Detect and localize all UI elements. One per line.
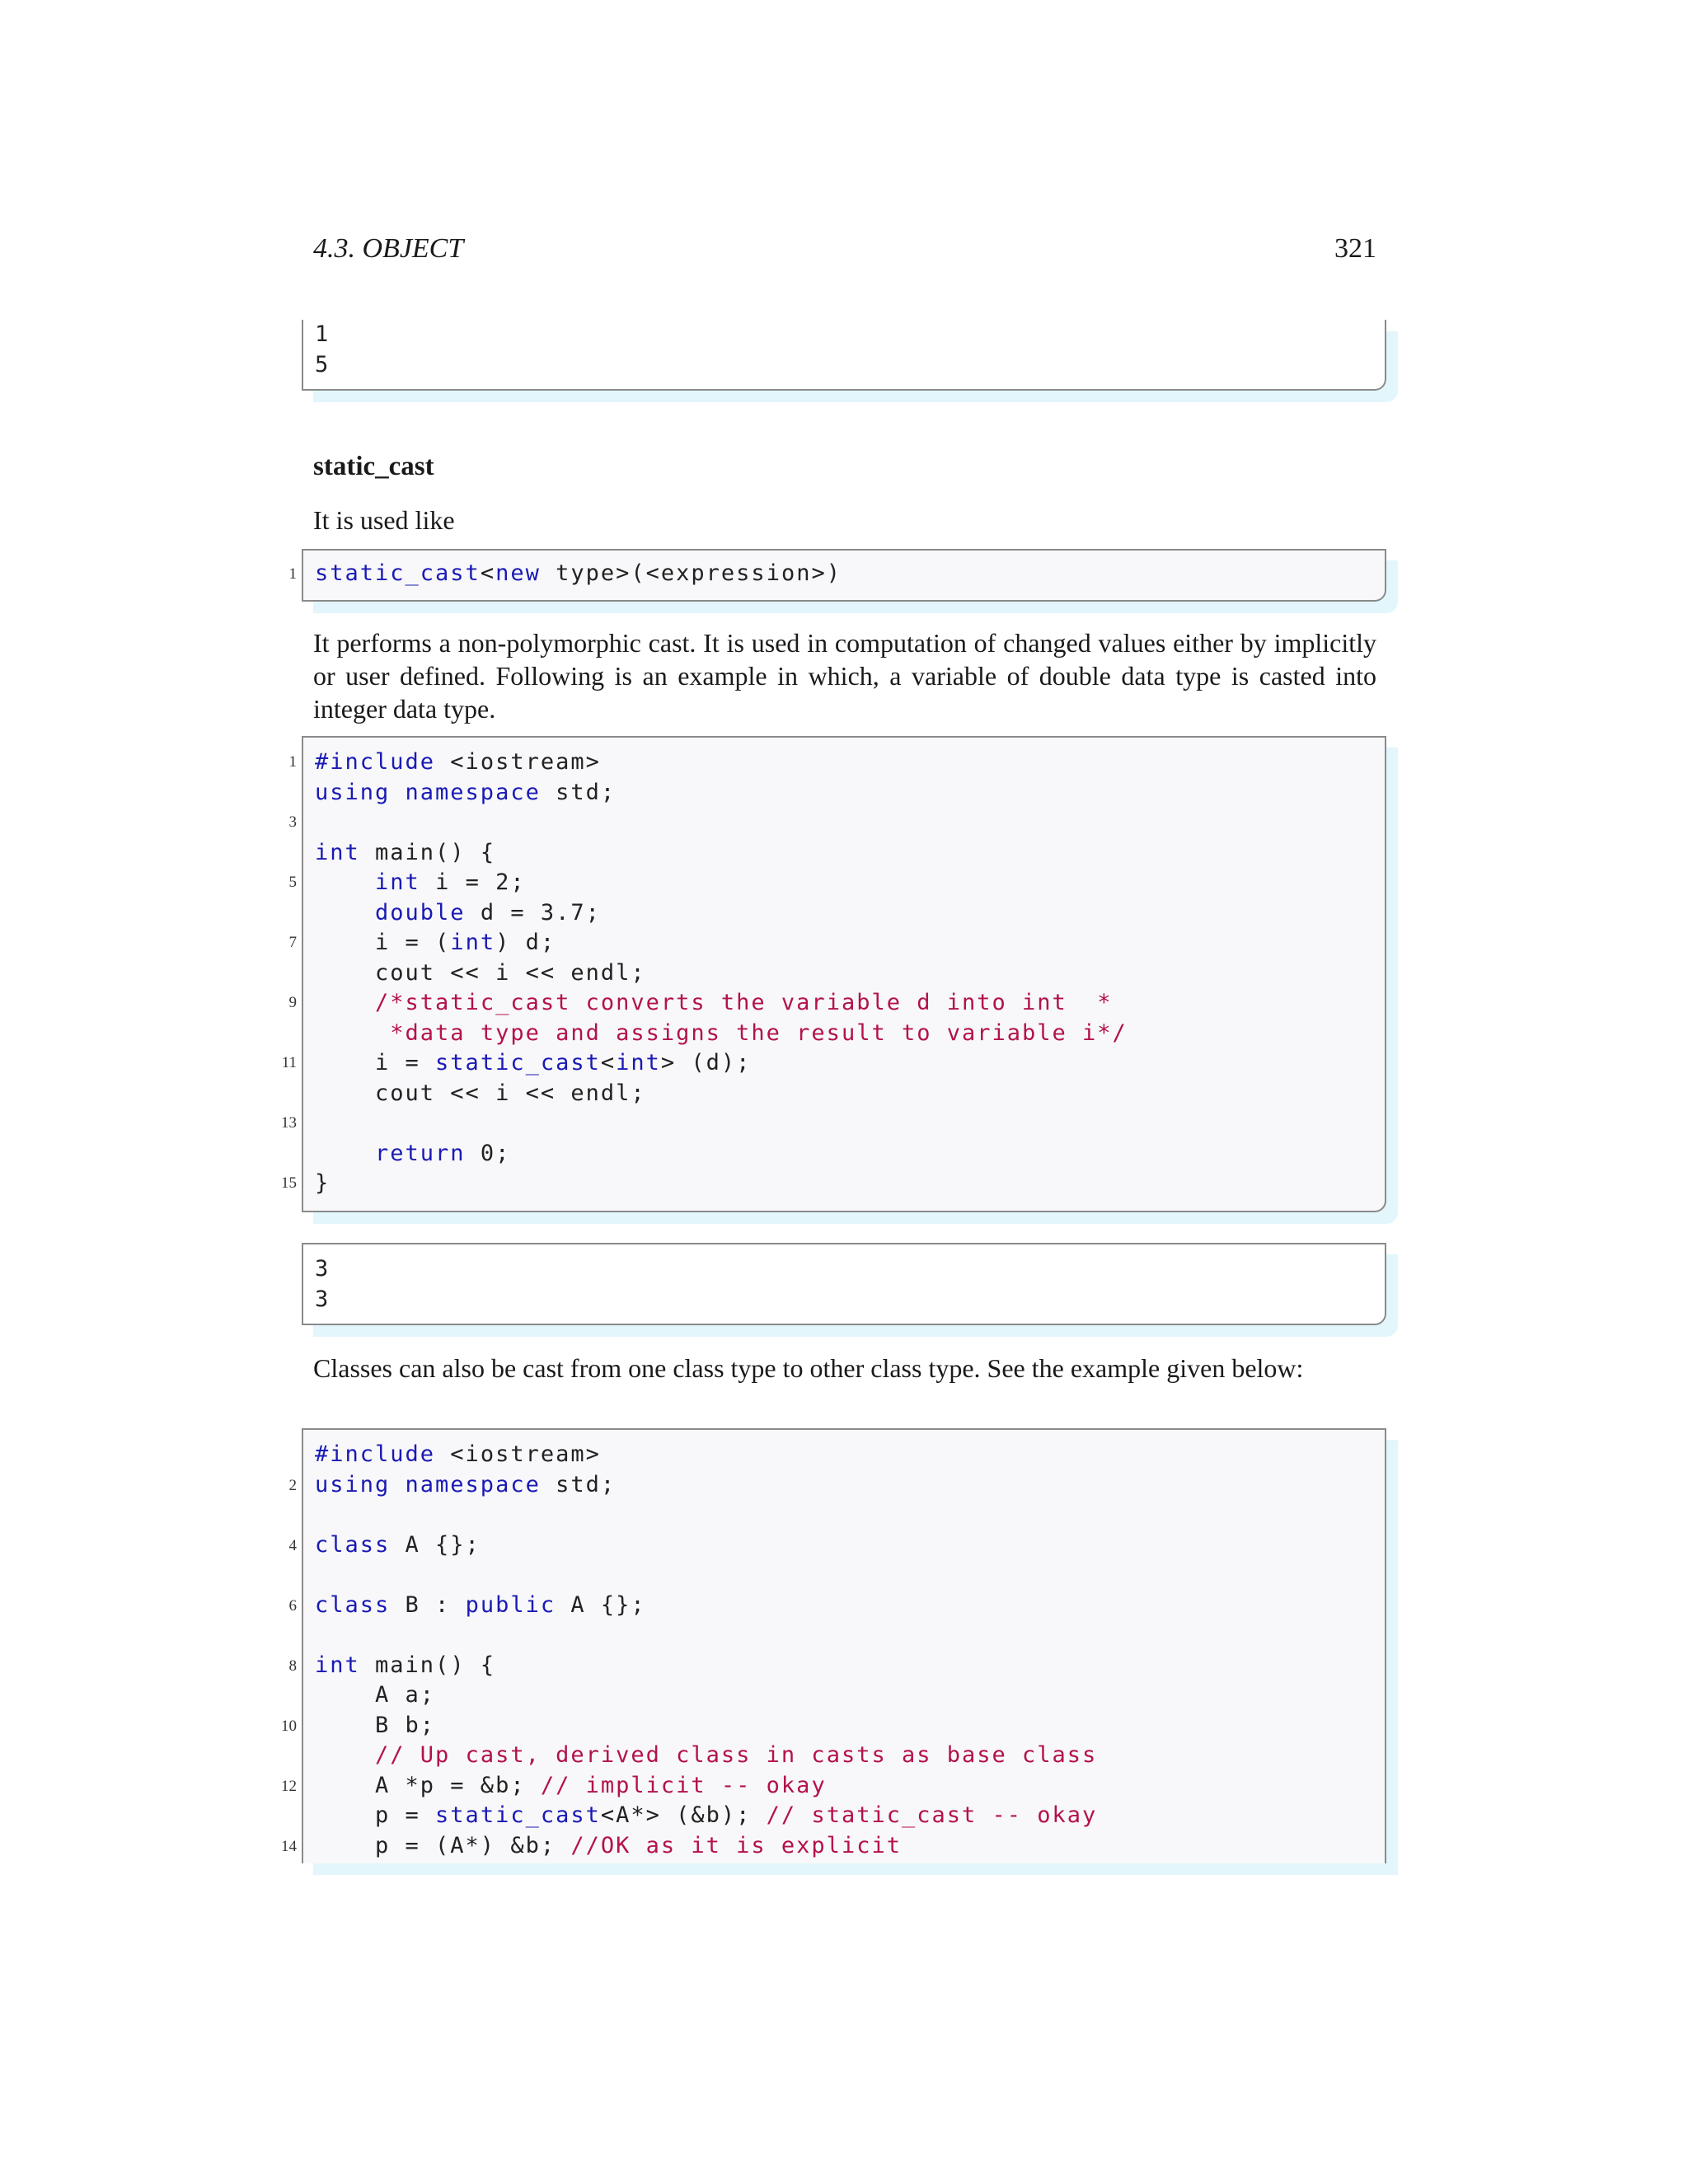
code-keyword: public xyxy=(465,1591,556,1618)
code-keyword: static_cast xyxy=(435,1802,601,1828)
code-line xyxy=(315,1591,646,1621)
code-comment: /*static_cast converts the variable d into int * xyxy=(375,990,1113,1015)
code-keyword: class xyxy=(315,1531,391,1558)
code-block-static-cast xyxy=(302,736,1386,1212)
code-line xyxy=(315,778,616,808)
code-line xyxy=(315,868,526,898)
output-line: 5 xyxy=(315,351,331,377)
code-text: <iostream> xyxy=(435,1441,601,1467)
code-keyword: new xyxy=(495,560,541,586)
output-line: 3 xyxy=(315,1256,331,1282)
code-text: std; xyxy=(540,1471,617,1497)
code-text: A *p = &b; xyxy=(315,1772,541,1798)
code-text: i = ( xyxy=(315,930,451,955)
code-text: std; xyxy=(540,779,617,805)
code-text: A {}; xyxy=(556,1591,646,1618)
code-text: > (d); xyxy=(660,1050,752,1076)
line-number: 1 xyxy=(288,753,297,771)
line-number: 13 xyxy=(281,1114,297,1132)
code-line: } xyxy=(315,1170,331,1196)
code-line xyxy=(315,1651,495,1681)
code-keyword: int xyxy=(616,1050,661,1076)
code-line xyxy=(315,559,842,589)
code-line xyxy=(315,1470,616,1501)
code-text: p = xyxy=(315,1802,436,1828)
code-line xyxy=(315,1440,601,1470)
code-line xyxy=(315,1048,751,1079)
code-text: B : xyxy=(390,1591,466,1618)
running-title: 4.3. OBJECT xyxy=(313,233,464,264)
line-number: 7 xyxy=(288,934,297,951)
output-box-top xyxy=(302,320,1386,391)
code-text: < xyxy=(480,560,496,586)
code-keyword: using namespace xyxy=(315,1471,541,1497)
line-number: 5 xyxy=(288,874,297,891)
code-comment: *data type and assigns the result to variable i*/ xyxy=(390,1019,1128,1046)
code-keyword: class xyxy=(315,1591,391,1618)
code-line xyxy=(315,1801,1097,1831)
line-number: 6 xyxy=(288,1597,297,1615)
code-indent xyxy=(315,990,375,1015)
output-line: 1 xyxy=(315,321,331,347)
code-line xyxy=(315,1139,510,1169)
code-line xyxy=(315,838,495,869)
code-block-class-cast xyxy=(302,1428,1386,1863)
code-keyword: int xyxy=(315,839,360,865)
paragraph: It performs a non-polymorphic cast. It is used in computation of changed values either by implicitly or user defined. Following is an example in which, a variable of double data type is casted into integer data type. xyxy=(313,628,1376,724)
code-line: cout << i << endl; xyxy=(315,1080,646,1106)
line-number: 11 xyxy=(281,1054,297,1071)
code-keyword: #include xyxy=(315,1441,436,1467)
code-line xyxy=(315,898,601,929)
code-keyword: int xyxy=(450,930,496,955)
code-comment: // static_cast -- okay xyxy=(766,1802,1098,1828)
code-text: p = (A*) &b; xyxy=(315,1832,571,1858)
code-line xyxy=(315,928,556,958)
syntax-code-box xyxy=(302,549,1386,602)
code-line xyxy=(315,1771,827,1802)
line-number: 4 xyxy=(288,1537,297,1554)
code-line: cout << i << endl; xyxy=(315,959,646,986)
code-line xyxy=(315,1019,1128,1049)
code-line xyxy=(315,1530,481,1561)
code-text: ) d; xyxy=(495,930,556,955)
code-text: d = 3.7; xyxy=(465,899,601,926)
page-number: 321 xyxy=(1334,233,1376,264)
code-keyword: static_cast xyxy=(435,1050,601,1076)
code-indent xyxy=(315,1742,375,1768)
code-comment: //OK as it is explicit xyxy=(570,1832,902,1858)
section-heading: static_cast xyxy=(313,452,434,481)
code-line xyxy=(315,988,1113,1019)
code-indent xyxy=(315,900,375,926)
code-line: B b; xyxy=(315,1712,436,1738)
code-text: i = xyxy=(315,1050,436,1076)
code-text: main() { xyxy=(359,1652,496,1678)
code-keyword: #include xyxy=(315,749,436,775)
code-keyword: int xyxy=(375,869,420,895)
output-line: 3 xyxy=(315,1286,331,1312)
code-text: main() { xyxy=(359,839,496,865)
code-keyword: static_cast xyxy=(315,560,481,586)
code-keyword: double xyxy=(375,899,466,926)
code-text: 0; xyxy=(465,1140,511,1166)
code-indent xyxy=(315,1141,375,1166)
line-number: 2 xyxy=(288,1477,297,1494)
code-keyword: using namespace xyxy=(315,779,541,805)
line-number: 15 xyxy=(281,1174,297,1192)
code-line xyxy=(315,748,601,778)
line-number: 12 xyxy=(281,1778,297,1795)
line-number: 1 xyxy=(288,565,297,583)
line-number: 8 xyxy=(288,1657,297,1675)
line-number: 9 xyxy=(288,994,297,1011)
code-comment: // implicit -- okay xyxy=(540,1772,827,1798)
code-text: < xyxy=(600,1050,617,1076)
code-text: <iostream> xyxy=(435,749,601,775)
line-number: 10 xyxy=(281,1718,297,1735)
code-keyword: int xyxy=(315,1652,360,1678)
paragraph: Classes can also be cast from one class type to other class type. See the example given below: xyxy=(313,1353,1304,1383)
page-header xyxy=(313,233,1376,274)
code-text: type>(<expression>) xyxy=(540,560,842,586)
code-text: i = 2; xyxy=(420,869,526,895)
code-indent xyxy=(315,869,375,895)
code-keyword: return xyxy=(375,1140,466,1166)
line-number: 3 xyxy=(288,813,297,831)
code-text: <A*> (&b); xyxy=(600,1802,767,1828)
code-comment: // Up cast, derived class in casts as base class xyxy=(375,1742,1098,1768)
code-line xyxy=(315,1741,1097,1771)
code-text: A {}; xyxy=(390,1531,481,1558)
intro-text: It is used like xyxy=(313,505,455,535)
code-indent xyxy=(315,1020,390,1046)
line-number: 14 xyxy=(281,1838,297,1855)
output-box xyxy=(302,1243,1386,1325)
code-line: A a; xyxy=(315,1682,436,1708)
code-line xyxy=(315,1831,902,1862)
